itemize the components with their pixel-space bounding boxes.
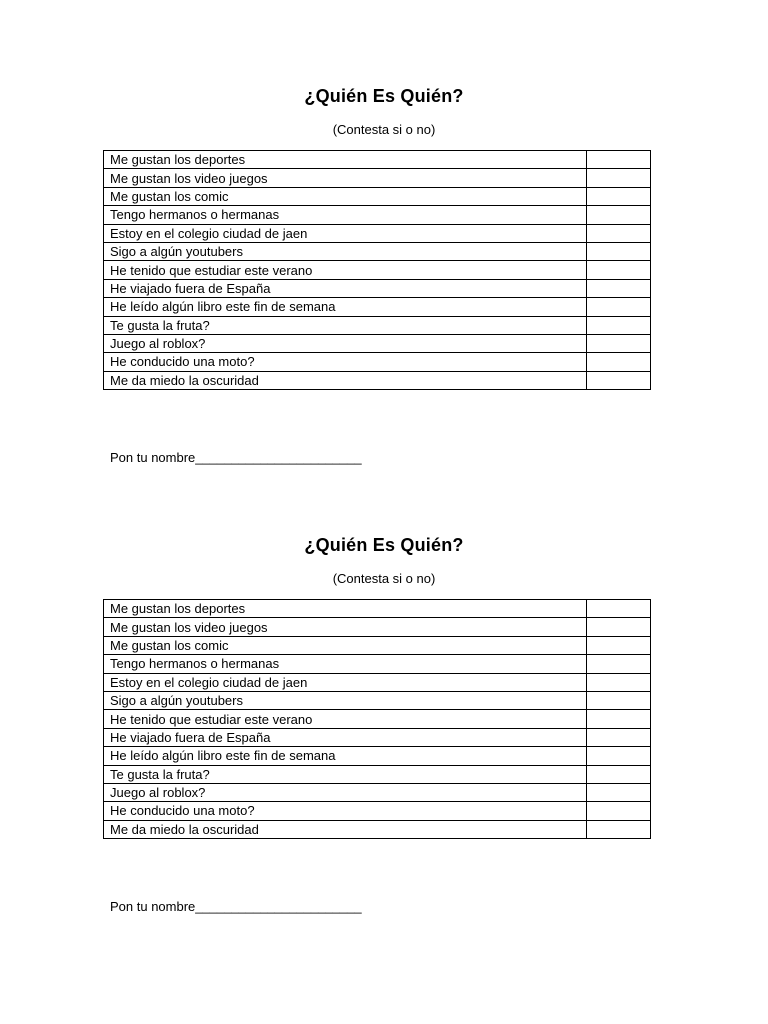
answer-cell[interactable] <box>587 673 651 691</box>
question-row <box>104 353 651 371</box>
question-text: Estoy en el colegio ciudad de jaen <box>104 673 587 691</box>
question-text: Me gustan los deportes <box>104 600 587 618</box>
question-row <box>104 334 651 352</box>
question-row <box>104 618 651 636</box>
question-text: Sigo a algún youtubers <box>104 242 587 260</box>
answer-cell[interactable] <box>587 618 651 636</box>
question-text: Juego al roblox? <box>104 783 587 801</box>
question-row <box>104 655 651 673</box>
question-text: Juego al roblox? <box>104 334 587 352</box>
question-text: Me da miedo la oscuridad <box>104 820 587 838</box>
question-text: Me da miedo la oscuridad <box>104 371 587 389</box>
worksheet-subtitle: (Contesta si o no) <box>332 571 436 586</box>
question-text: He conducido una moto? <box>104 353 587 371</box>
question-text: Te gusta la fruta? <box>104 316 587 334</box>
question-row <box>104 765 651 783</box>
answer-cell[interactable] <box>587 206 651 224</box>
question-row <box>104 371 651 389</box>
question-text: He leído algún libro este fin de semana <box>104 298 587 316</box>
question-text: Me gustan los video juegos <box>104 169 587 187</box>
question-row <box>104 747 651 765</box>
question-row <box>104 710 651 728</box>
answer-cell[interactable] <box>587 710 651 728</box>
question-text: Me gustan los comic <box>104 636 587 654</box>
answer-cell[interactable] <box>587 316 651 334</box>
question-row <box>104 224 651 242</box>
answer-cell[interactable] <box>587 691 651 709</box>
question-row <box>104 691 651 709</box>
question-row <box>104 820 651 838</box>
question-text: He tenido que estudiar este verano <box>104 710 587 728</box>
question-text: Me gustan los deportes <box>104 151 587 169</box>
answer-cell[interactable] <box>587 334 651 352</box>
question-row <box>104 261 651 279</box>
question-text: Me gustan los video juegos <box>104 618 587 636</box>
answer-cell[interactable] <box>587 151 651 169</box>
question-row <box>104 206 651 224</box>
question-row <box>104 298 651 316</box>
answer-cell[interactable] <box>587 261 651 279</box>
answer-cell[interactable] <box>587 224 651 242</box>
question-table <box>103 599 651 839</box>
question-row <box>104 279 651 297</box>
answer-cell[interactable] <box>587 765 651 783</box>
question-text: Tengo hermanos o hermanas <box>104 206 587 224</box>
answer-cell[interactable] <box>587 655 651 673</box>
worksheet-title: ¿Quién Es Quién? <box>304 535 464 555</box>
question-text: Tengo hermanos o hermanas <box>104 655 587 673</box>
question-row <box>104 802 651 820</box>
answer-cell[interactable] <box>587 820 651 838</box>
answer-cell[interactable] <box>587 187 651 205</box>
answer-cell[interactable] <box>587 353 651 371</box>
question-row <box>104 169 651 187</box>
answer-cell[interactable] <box>587 783 651 801</box>
worksheet-title: ¿Quién Es Quién? <box>304 86 464 106</box>
question-row <box>104 316 651 334</box>
question-row <box>104 673 651 691</box>
question-text: He viajado fuera de España <box>104 728 587 746</box>
answer-cell[interactable] <box>587 747 651 765</box>
answer-cell[interactable] <box>587 169 651 187</box>
question-text: He leído algún libro este fin de semana <box>104 747 587 765</box>
answer-cell[interactable] <box>587 279 651 297</box>
question-row <box>104 600 651 618</box>
question-text: He tenido que estudiar este verano <box>104 261 587 279</box>
question-text: Sigo a algún youtubers <box>104 691 587 709</box>
question-row <box>104 636 651 654</box>
question-text: Me gustan los comic <box>104 187 587 205</box>
question-text: Te gusta la fruta? <box>104 765 587 783</box>
answer-cell[interactable] <box>587 600 651 618</box>
question-row <box>104 187 651 205</box>
question-row <box>104 151 651 169</box>
name-prompt: Pon tu nombre_______________________ <box>110 450 362 465</box>
name-prompt: Pon tu nombre_______________________ <box>110 899 362 914</box>
answer-cell[interactable] <box>587 802 651 820</box>
question-row <box>104 783 651 801</box>
answer-cell[interactable] <box>587 728 651 746</box>
question-table <box>103 150 651 390</box>
question-text: He viajado fuera de España <box>104 279 587 297</box>
question-row <box>104 728 651 746</box>
worksheet-subtitle: (Contesta si o no) <box>332 122 436 137</box>
answer-cell[interactable] <box>587 636 651 654</box>
answer-cell[interactable] <box>587 371 651 389</box>
question-text: Estoy en el colegio ciudad de jaen <box>104 224 587 242</box>
question-row <box>104 242 651 260</box>
question-text: He conducido una moto? <box>104 802 587 820</box>
answer-cell[interactable] <box>587 242 651 260</box>
answer-cell[interactable] <box>587 298 651 316</box>
